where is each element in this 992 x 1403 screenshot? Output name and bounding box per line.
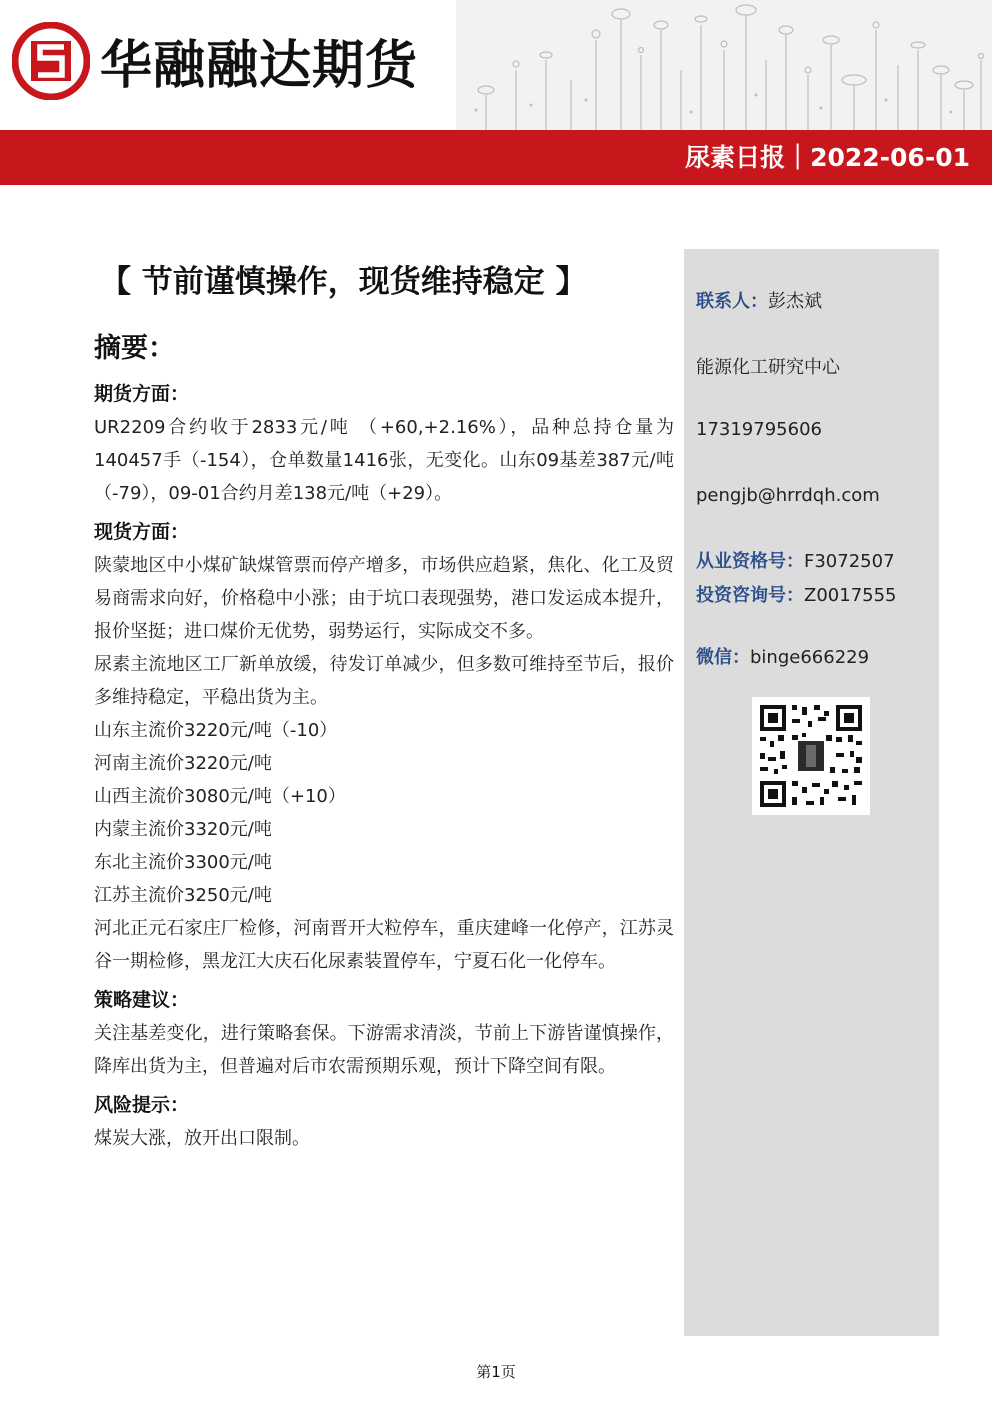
spot-price-line: 东北主流价3300元/吨 (94, 852, 272, 873)
qualification-number: F3072507 (804, 551, 895, 572)
report-banner (0, 130, 992, 185)
spot-paragraph: 河北正元石家庄厂检修，河南晋开大粒停车，重庆建峰一化停产，江苏灵谷一期检修，黑龙江大庆石化尿素装置停车，宁夏石化一化停车。 (94, 918, 674, 972)
strategy-heading: 策略建议： (94, 989, 190, 1011)
risk-heading: 风险提示： (94, 1094, 190, 1116)
spot-paragraph: 尿素主流地区工厂新单放缓，待发订单减少，但多数可维持至节后，报价多维持稳定，平稳出货为主。 (94, 654, 674, 708)
qualification-label: 从业资格号： (696, 551, 804, 572)
report-body (94, 378, 674, 1155)
wechat-id: binge666229 (750, 647, 870, 668)
contact-name: 彭杰斌 (768, 291, 822, 312)
wechat-label: 微信： (696, 647, 750, 668)
phone-number: 17319795606 (696, 419, 822, 440)
department: 能源化工研究中心 (696, 357, 840, 378)
consult-row (696, 581, 897, 607)
consult-number: Z0017555 (804, 585, 897, 606)
abstract-heading: 摘要： (94, 333, 175, 364)
spot-price-line: 山东主流价3220元/吨（-10） (94, 720, 338, 741)
spot-price-line: 江苏主流价3250元/吨 (94, 885, 272, 906)
wechat-row (696, 643, 869, 669)
futures-paragraph: UR2209合约收于2833元/吨 （+60,+2.16%），品种总持仓量为140457手（-154），仓单数量1416张，无变化。山东09基差387元/吨（-79），09-01合约月差138元/吨（+29）。 (94, 417, 674, 504)
contact-sidebar (684, 249, 939, 1336)
consult-label: 投资咨询号： (696, 585, 804, 606)
qualification-row (696, 547, 895, 573)
email-link[interactable]: pengjb@hrrdqh.com (696, 485, 880, 506)
spot-price-line: 内蒙主流价3320元/吨 (94, 819, 272, 840)
page-number: 第1页 (476, 1363, 516, 1381)
contact-row (696, 287, 822, 313)
spot-paragraph: 陕蒙地区中小煤矿缺煤管票而停产增多，市场供应趋紧，焦化、化工及贸易商需求向好，价格稳中小涨；由于坑口表现强势，港口发运成本提升，报价坚挺；进口煤价无优势，弱势运行，实际成交不多。 (94, 555, 674, 642)
spot-price-line: 山西主流价3080元/吨（+10） (94, 786, 346, 807)
strategy-paragraph: 关注基差变化，进行策略套保。下游需求清淡，节前上下游皆谨慎操作，降库出货为主，但普遍对后市农需预期乐观，预计下降空间有限。 (94, 1023, 674, 1077)
decorative-circuit-graphic (456, 0, 992, 130)
risk-paragraph: 煤炭大涨，放开出口限制。 (94, 1128, 310, 1149)
spot-price-line: 河南主流价3220元/吨 (94, 753, 272, 774)
contact-label: 联系人： (696, 291, 768, 312)
wechat-qr-code-icon (752, 697, 870, 815)
futures-heading: 期货方面： (94, 383, 190, 405)
company-logo-icon (12, 22, 90, 100)
spot-heading: 现货方面： (94, 521, 190, 543)
report-headline: 【 节前谨慎操作，现货维持稳定 】 (100, 264, 587, 300)
report-title: 尿素日报｜2022-06-01 (685, 143, 970, 172)
brand-name: 华融融达期货 (100, 36, 419, 96)
